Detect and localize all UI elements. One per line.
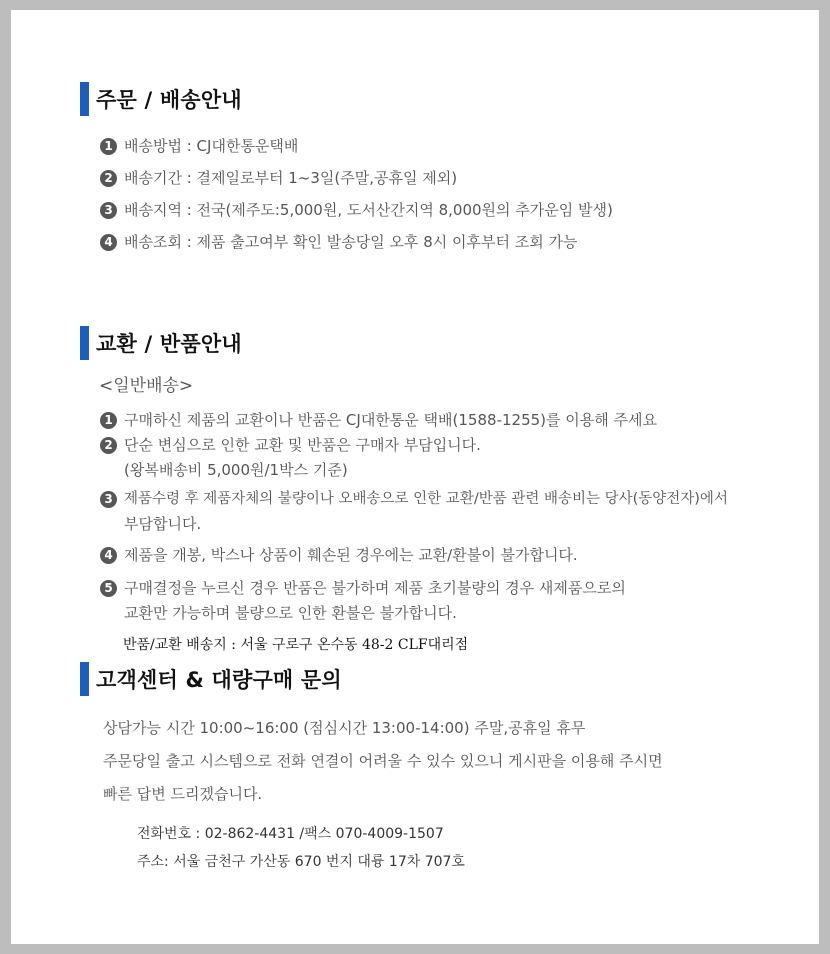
- shipping-item-1: [100, 134, 298, 159]
- exchange-item-line: 단순 변심으로 인한 교환 및 반품은 구매자 부담입니다.: [124, 436, 481, 454]
- exchange-item-5: [100, 576, 626, 626]
- heading-accent-bar: [80, 326, 89, 360]
- exchange-item-line: 구매하신 제품의 교환이나 반품은 CJ대한통운 택배(1588-1255)를 이용해 주세요: [124, 411, 657, 429]
- number-badge: 3: [100, 491, 117, 508]
- exchange-item-3: [100, 487, 728, 537]
- phone-fax: 전화번호 : 02-862-4431 /팩스 070-4009-1507: [137, 826, 444, 842]
- exchange-item-line: 제품수령 후 제품자체의 불량이나 오배송으로 인한 교환/반품 관련 배송비는 당사(동양전자)에서: [124, 491, 728, 507]
- exchange-item-1: [100, 408, 657, 433]
- exchange-item-line: 제품을 개봉, 박스나 상품이 훼손된 경우에는 교환/환불이 불가합니다.: [124, 546, 578, 564]
- number-badge: 4: [100, 234, 117, 251]
- number-badge: 2: [100, 170, 117, 187]
- order-shipping-title: 주문 / 배송안내: [96, 88, 242, 112]
- shipping-item-text: 배송조회 : 제품 출고여부 확인 발송당일 오후 8시 이후부터 조회 가능: [124, 233, 578, 251]
- return-address: 반품/교환 배송지 : 서울 구로구 온수동 48-2 CLF대리점: [123, 637, 469, 653]
- shipping-item-3: [100, 198, 613, 223]
- shipping-item-text: 배송지역 : 전국(제주도:5,000원, 도서산간지역 8,000원의 추가운임 발생): [124, 201, 613, 219]
- exchange-item-2: [100, 433, 481, 483]
- exchange-item-line: 부담합니다.: [124, 515, 202, 533]
- number-badge: 2: [100, 437, 117, 454]
- number-badge: 5: [100, 580, 117, 597]
- heading-accent-bar: [80, 82, 89, 116]
- general-shipping-subtitle: <일반배송>: [99, 376, 194, 396]
- board-notice: 주문당일 출고 시스템으로 전화 연결이 어려울 수 있수 있으니 게시판을 이용해 주시면: [103, 752, 663, 770]
- shipping-item-4: [100, 230, 578, 255]
- office-address: 주소: 서울 금천구 가산동 670 번지 대륭 17차 707호: [137, 854, 465, 870]
- exchange-item-line: 교환만 가능하며 불량으로 인한 환불은 불가합니다.: [124, 604, 457, 622]
- number-badge: 1: [100, 138, 117, 155]
- number-badge: 3: [100, 202, 117, 219]
- exchange-item-4: [100, 543, 578, 568]
- number-badge: 1: [100, 412, 117, 429]
- shipping-item-text: 배송기간 : 결제일로부터 1~3일(주말,공휴일 제외): [124, 169, 458, 187]
- order-shipping-heading: [80, 82, 242, 116]
- consult-hours: 상담가능 시간 10:00~16:00 (점심시간 13:00-14:00) 주말,공휴일 휴무: [103, 719, 586, 737]
- exchange-item-line: (왕복배송비 5,000원/1박스 기준): [124, 461, 348, 479]
- exchange-item-line: 구매결정을 누르신 경우 반품은 불가하며 제품 초기불량의 경우 새제품으로의: [124, 579, 626, 597]
- exchange-return-title: 교환 / 반품안내: [96, 332, 242, 356]
- exchange-return-heading: [80, 326, 242, 360]
- shipping-item-text: 배송방법 : CJ대한통운택배: [124, 137, 299, 155]
- customer-center-heading: [80, 662, 342, 696]
- customer-center-title: 고객센터 & 대량구매 문의: [96, 668, 342, 692]
- heading-accent-bar: [80, 662, 89, 696]
- reply-notice: 빠른 답변 드리겠습니다.: [103, 785, 263, 803]
- shipping-item-2: [100, 166, 457, 191]
- number-badge: 4: [100, 547, 117, 564]
